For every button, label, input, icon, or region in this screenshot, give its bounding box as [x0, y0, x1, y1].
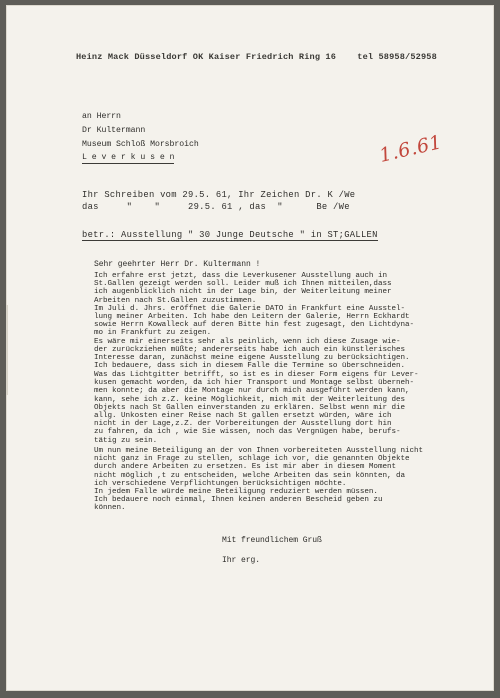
letterhead: Heinz Mack Düsseldorf OK Kaiser Friedrich Ring 16 tel 58958/52958: [76, 52, 437, 62]
closing-signoff: Ihr erg.: [222, 556, 261, 565]
letter-sheet: [6, 5, 494, 691]
paragraph-3: Um nun meine Beteiligung an der von Ihnen vorbereiteten Ausstellung nicht nicht ganz in Frage zu stellen, schlage ich vor, die genannten Objekte durch andere Arbeiten zu ersetzen. Es ist mir aber in diesem Moment nicht möglich ,t zu entscheiden, welche Arbeiten das sein könnten, da ich verschiedene Verpflichtungen berücksichtigen möchte. In jedem Falle würde meine Beteiligung reduziert werden müssen. Ich bedauere noch einmal, Ihnen keinen anderen Bescheid geben zu können.: [94, 447, 424, 513]
subject-line: betr.: Ausstellung " 30 Junge Deutsche " in ST;GALLEN: [82, 230, 378, 240]
closing-greeting: Mit freundlichem Gruß: [222, 536, 322, 545]
recipient-line-1: an Herrn: [82, 112, 121, 121]
handwritten-date: 1.6.61: [377, 131, 445, 167]
recipient-city: L e v e r k u s e n: [82, 153, 175, 162]
recipient-line-2: Dr Kultermann: [82, 126, 146, 135]
paragraph-2: Was das Lichtgitter betrifft, so ist es in dieser Form eigens für Lever- kusen gemacht worden, da ich hier Transport und Montage selbst überneh- men konnte; da aber die Montage nur durch mich ausgeführt werden kann, kann, sehe ich z.Z. keine Möglichkeit, mich mit der Weiterleitung des Objekts nach St Gallen einverstanden zu erklären. Selbst wenn mir die allg. Unkosten einer Reise nach St gallen ersetzt würden, wäre ich nicht in der Lage,z.Z. der Vorbereitungen der Ausstellung dort hin zu fahren, da ich , wie Sie wissen, noch das Vergnügen habe, berufs- tätig zu sein.: [94, 371, 419, 445]
reference-line-1: Ihr Schreiben vom 29.5. 61, Ihr Zeichen Dr. K /We: [82, 190, 356, 200]
paragraph-1: Ich erfahre erst jetzt, dass die Leverkusener Ausstellung auch in St.Gallen gezeigt werden soll. Leider muß ich Ihnen mitteilen,dass ich augenblicklich nicht in der Lage bin, der Weiterleitung meiner Arbeiten nach St.Gallen zuzustimmen. Im Juli d. Jhrs. eröffnet die Galerie DATO in Frankfurt eine Ausstel- lung meiner Arbeiten. Ich habe den Leitern der Galerie, Herrn Eckhardt sowie Herrn Kowalleck auf deren Bitte hin fest zugesagt, den Lichtdyna- mo in Frankfurt zu zeigen. Es wäre mir einerseits sehr als peinlich, wenn ich diese Zusage wie- der zurückziehen müßte; andererseits habe ich auch ein künstlerisches Interesse daran, zunächst meine eigene Ausstellung zu berücksichtigen. Ich bedauere, dass sich in diesem Falle die Termine so überschneiden.: [94, 272, 414, 371]
paper-edge-mark: [6, 305, 8, 395]
recipient-line-3: Museum Schloß Morsbroich: [82, 140, 199, 149]
reference-line-2: das " " 29.5. 61 , das " Be /We: [82, 202, 350, 212]
salutation: Sehr geehrter Herr Dr. Kultermann !: [94, 260, 261, 269]
